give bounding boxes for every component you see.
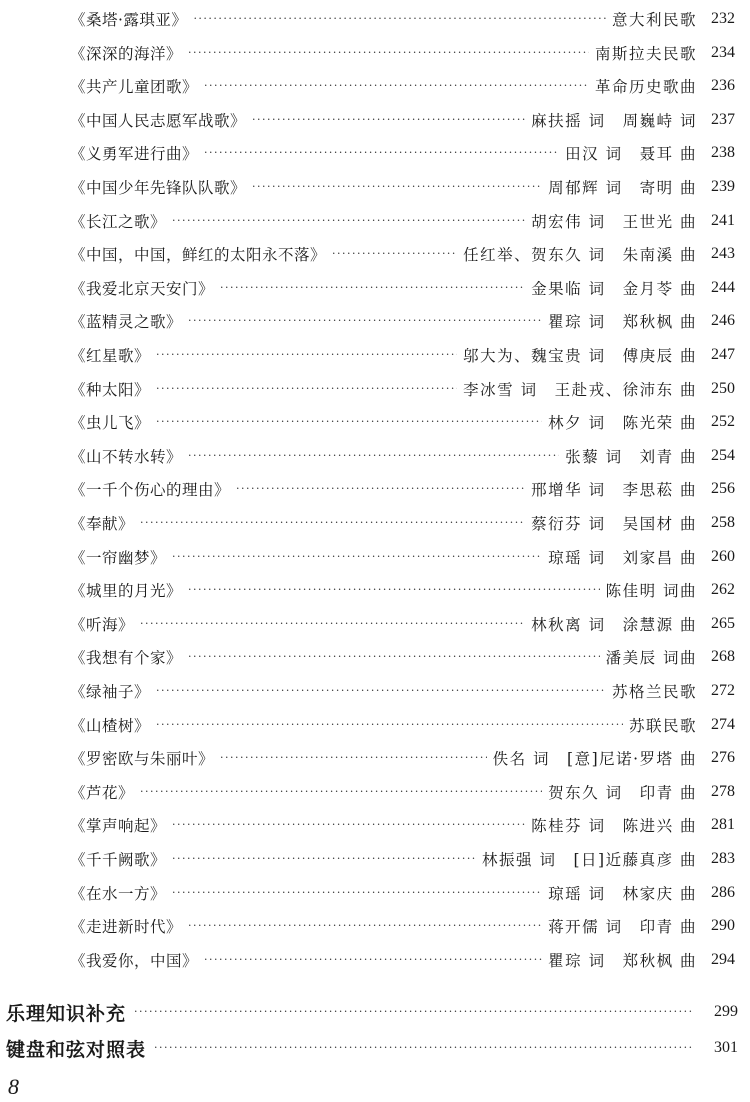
leader-dots <box>188 443 559 469</box>
page-ref: 286 <box>711 883 735 901</box>
page-ref: 238 <box>711 144 735 162</box>
song-credit: 意大利民歌 <box>611 11 697 29</box>
song-title: 《罗密欧与朱丽叶》 <box>70 750 215 769</box>
toc-entry[interactable] <box>70 6 735 32</box>
song-title: 《奉献》 <box>70 515 135 533</box>
leader-dots <box>220 275 525 301</box>
song-title: 《我想有个家》 <box>70 649 183 668</box>
song-title: 《我爱你，中国》 <box>70 951 199 970</box>
leader-dots <box>204 73 589 99</box>
page-ref: 260 <box>711 547 735 565</box>
song-title: 《一千个伤心的理由》 <box>70 481 231 500</box>
song-title: 《芦花》 <box>70 783 135 802</box>
song-title: 《种太阳》 <box>70 380 151 399</box>
toc-entry[interactable] <box>70 140 735 166</box>
song-title: 《义勇军进行曲》 <box>70 145 199 164</box>
song-credit: 蒋开儒 词 印青 曲 <box>548 918 697 937</box>
toc-entry[interactable] <box>70 342 735 368</box>
song-title: 《虫儿飞》 <box>70 414 151 433</box>
song-title: 《城里的月光》 <box>70 582 183 601</box>
page-ref: 272 <box>711 682 735 699</box>
leader-dots <box>156 342 457 368</box>
toc-entry[interactable] <box>70 611 735 637</box>
toc-entry[interactable] <box>70 644 735 670</box>
song-credit: 麻扶摇 词 周巍峙 词 <box>531 111 697 130</box>
section-title: 键盘和弦对照表 <box>6 1038 147 1061</box>
song-credit: 琼瑶 词 刘家昌 曲 <box>548 548 697 567</box>
song-credit: 邢增华 词 李思菘 曲 <box>531 481 697 500</box>
page-ref: 262 <box>711 581 735 599</box>
song-title: 《中国，中国，鲜红的太阳永不落》 <box>70 246 327 265</box>
song-credit: 蔡衍芬 词 吴国材 曲 <box>531 515 697 533</box>
leader-dots <box>156 409 542 435</box>
leader-dots <box>188 308 542 334</box>
leader-dots <box>172 812 525 838</box>
song-title: 《在水一方》 <box>70 884 167 903</box>
leader-dots <box>188 40 589 66</box>
song-credit: 邬大为、魏宝贵 词 傅庚辰 曲 <box>463 347 697 365</box>
song-credit: 李冰雪 词 王赴戎、徐沛东 曲 <box>463 380 697 399</box>
page-ref: 258 <box>711 514 735 531</box>
song-title: 《绿袖子》 <box>70 683 151 701</box>
page-ref: 247 <box>711 346 735 363</box>
song-title: 《共产儿童团歌》 <box>70 78 199 97</box>
leader-dots <box>204 140 559 166</box>
song-title: 《山楂树》 <box>70 716 151 735</box>
page-ref: 268 <box>711 648 735 666</box>
toc-entry[interactable] <box>70 208 735 234</box>
leader-dots <box>134 999 692 1025</box>
page-ref: 254 <box>711 446 735 464</box>
song-credit: 瞿琮 词 郑秋枫 曲 <box>548 951 697 970</box>
song-credit: 林振强 词 [日]近藤真彦 曲 <box>482 851 697 869</box>
toc-entry[interactable] <box>70 40 735 66</box>
toc-entry[interactable] <box>70 174 735 200</box>
toc-entry[interactable] <box>70 779 735 805</box>
song-title: 《千千阙歌》 <box>70 851 167 869</box>
leader-dots <box>172 846 476 872</box>
toc-entry[interactable] <box>70 947 735 973</box>
page-ref: 265 <box>711 614 735 632</box>
song-title: 《深深的海洋》 <box>70 44 183 63</box>
leader-dots <box>204 947 542 973</box>
song-title: 《中国少年先锋队队歌》 <box>70 179 247 197</box>
song-title: 《山不转水转》 <box>70 447 183 466</box>
song-title: 《蓝精灵之歌》 <box>70 313 183 332</box>
song-credit: 胡宏伟 词 王世光 曲 <box>531 212 697 231</box>
leader-dots <box>193 6 606 32</box>
toc-entry[interactable] <box>70 880 735 906</box>
page-number: 8 <box>8 1074 19 1099</box>
page-ref: 256 <box>711 480 735 498</box>
song-credit: 张藜 词 刘青 曲 <box>565 447 697 466</box>
page-ref: 236 <box>711 77 735 95</box>
leader-dots <box>188 644 600 670</box>
leader-dots <box>156 712 623 738</box>
leader-dots <box>252 107 525 133</box>
song-credit: 金果临 词 金月苓 曲 <box>531 279 697 298</box>
toc-entry[interactable] <box>70 275 735 301</box>
leader-dots <box>154 1035 692 1061</box>
page-ref: 243 <box>711 245 735 263</box>
page-ref: 278 <box>711 782 735 800</box>
leader-dots <box>252 174 542 200</box>
toc-entry[interactable] <box>70 577 735 603</box>
page-ref: 244 <box>711 278 735 296</box>
leader-dots <box>156 376 457 402</box>
song-credit: 琼瑶 词 林家庆 曲 <box>548 884 697 903</box>
page-ref: 299 <box>714 1003 738 1020</box>
song-title: 《中国人民志愿军战歌》 <box>70 111 247 130</box>
page-ref: 246 <box>711 312 735 330</box>
song-title: 《走进新时代》 <box>70 918 183 937</box>
song-credit: 潘美辰 词曲 <box>605 649 697 668</box>
page-ref: 234 <box>711 43 735 61</box>
toc-entry[interactable] <box>70 712 735 738</box>
page-ref: 250 <box>711 379 735 397</box>
toc-entry[interactable] <box>70 376 735 402</box>
leader-dots <box>220 745 487 771</box>
page-ref: 294 <box>711 950 735 968</box>
song-title: 《我爱北京天安门》 <box>70 279 215 298</box>
song-title: 《一帘幽梦》 <box>70 548 167 567</box>
song-title: 《长江之歌》 <box>70 212 167 231</box>
song-title: 《桑塔·露琪亚》 <box>70 11 188 29</box>
page-ref: 301 <box>714 1039 738 1056</box>
toc-entry[interactable] <box>70 443 735 469</box>
toc-entry[interactable] <box>70 510 735 536</box>
song-credit: 贺东久 词 印青 曲 <box>548 783 697 802</box>
toc-section[interactable] <box>6 997 738 1027</box>
leader-dots <box>140 510 525 536</box>
section-title: 乐理知识补充 <box>6 1002 127 1025</box>
page-ref: 274 <box>711 715 735 733</box>
page-ref: 290 <box>711 917 735 935</box>
song-title: 《红星歌》 <box>70 347 151 365</box>
toc-entry[interactable] <box>70 107 735 133</box>
toc-entry[interactable] <box>70 678 735 704</box>
toc-entry[interactable] <box>70 846 735 872</box>
page-ref: 232 <box>711 10 735 27</box>
song-credit: 瞿琮 词 郑秋枫 曲 <box>548 313 697 332</box>
toc-section[interactable] <box>6 1033 738 1063</box>
song-credit: 南斯拉夫民歌 <box>594 44 697 63</box>
song-credit: 田汉 词 聂耳 曲 <box>565 145 697 164</box>
leader-dots <box>156 678 606 704</box>
page-ref: 252 <box>711 413 735 431</box>
song-title: 《听海》 <box>70 615 135 634</box>
song-credit: 林夕 词 陈光荣 曲 <box>548 414 697 433</box>
leader-dots <box>188 577 600 603</box>
toc-entry[interactable] <box>70 913 735 939</box>
page-ref: 283 <box>711 850 735 867</box>
page-ref: 241 <box>711 211 735 229</box>
toc-entry[interactable] <box>70 745 735 771</box>
toc-entry[interactable] <box>70 476 735 502</box>
page-ref: 276 <box>711 749 735 767</box>
song-credit: 革命历史歌曲 <box>594 78 697 97</box>
song-credit: 林秋离 词 涂慧源 曲 <box>531 615 697 634</box>
leader-dots <box>140 611 525 637</box>
leader-dots <box>332 241 457 267</box>
leader-dots <box>172 544 542 570</box>
song-credit: 苏联民歌 <box>628 716 697 735</box>
song-title: 《掌声响起》 <box>70 817 167 836</box>
song-credit: 陈佳明 词曲 <box>605 582 697 601</box>
page-ref: 239 <box>711 178 735 195</box>
toc-entry[interactable] <box>70 409 735 435</box>
song-credit: 陈桂芬 词 陈进兴 曲 <box>531 817 697 836</box>
leader-dots <box>140 779 542 805</box>
leader-dots <box>172 880 542 906</box>
toc-entry[interactable] <box>70 544 735 570</box>
song-credit: 佚名 词 [意]尼诺·罗塔 曲 <box>492 750 697 769</box>
song-credit: 周郁辉 词 寄明 曲 <box>548 179 697 197</box>
leader-dots <box>172 208 525 234</box>
song-credit: 任红举、贺东久 词 朱南溪 曲 <box>463 246 697 265</box>
song-credit: 苏格兰民歌 <box>611 683 697 701</box>
toc-entry[interactable] <box>70 241 735 267</box>
toc-entry[interactable] <box>70 73 735 99</box>
toc-entry[interactable] <box>70 812 735 838</box>
leader-dots <box>236 476 525 502</box>
leader-dots <box>188 913 542 939</box>
page-ref: 281 <box>711 816 735 834</box>
page-ref: 237 <box>711 110 735 128</box>
toc-entry[interactable] <box>70 308 735 334</box>
